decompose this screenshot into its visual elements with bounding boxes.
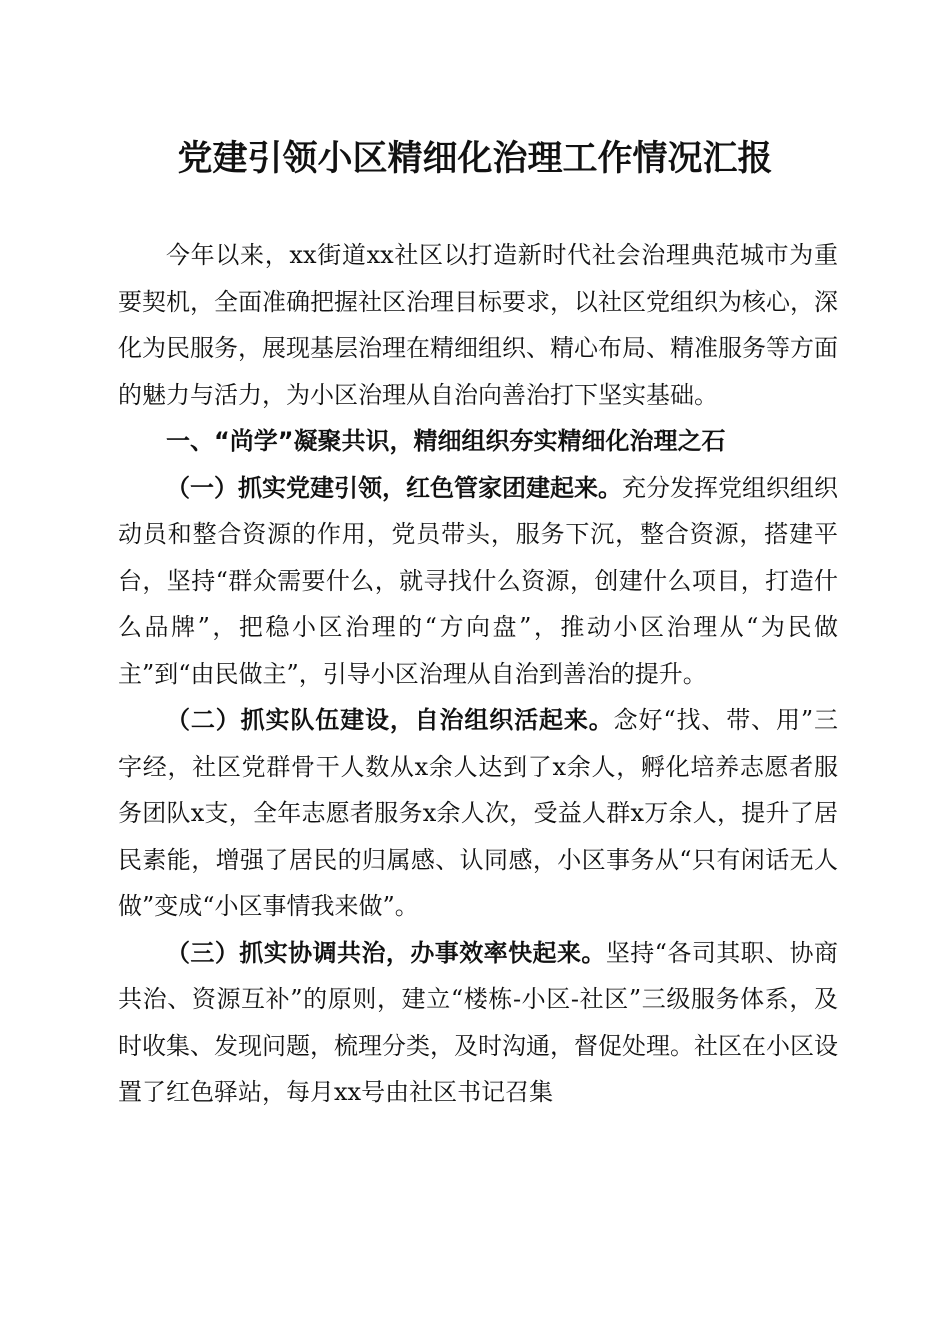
item-lead-2: （二）抓实队伍建设，自治组织活起来。 [166, 705, 614, 734]
document-body [118, 232, 838, 1116]
section-heading-1: 一、“尚学”凝聚共识，精细组织夯实精细化治理之石 [166, 427, 726, 455]
document-title: 党建引领小区精细化治理工作情况汇报 [177, 138, 773, 179]
item-lead-1: （一）抓实党建引领，红色管家团建起来。 [166, 472, 622, 502]
item-text-1: 充分发挥党组织组织动员和整合资源的作用，党员带头，服务下沉，整合资源，搭建平台，坚持“群众需要什么，就寻找什么资源，创建什么项目，打造什么品牌”，把稳小区治理的“方向盘”，推动小区治理从“为民做主”到“由民做主”，引导小区治理从自治到善治的提升。 [118, 473, 838, 688]
intro-paragraph: 今年以来，xx街道xx社区以打造新时代社会治理典范城市为重要契机，全面准确把握社区治理目标要求，以社区党组织为核心，深化为民服务，展现基层治理在精细组织、精心布局、精准服务等方面的魅力与活力，为小区治理从自治向善治打下坚实基础。 [118, 241, 838, 409]
item-text-3: 坚持“各司其职、协商共治、资源互补”的原则，建立“楼栋-小区-社区”三级服务体系，及时收集、发现问题，梳理分类，及时沟通，督促处理。社区在小区设置了红色驿站，每月xx号由社区书记召集 [118, 938, 838, 1106]
item-text-2: 念好“找、带、用”三字经，社区党群骨干人数从x余人达到了x余人，孵化培养志愿者服务团队x支，全年志愿者服务x余人次，受益人群x万余人，提升了居民素能，增强了居民的归属感、认同感，小区事务从“只有闲话无人做”变成“小区事情我来做”。 [118, 706, 838, 920]
item-paragraph-1 [118, 465, 838, 698]
item-paragraph-3 [118, 930, 838, 1116]
item-lead-3: （三）抓实协调共治，办事效率快起来。 [166, 937, 606, 967]
item-paragraph-2 [118, 697, 838, 930]
